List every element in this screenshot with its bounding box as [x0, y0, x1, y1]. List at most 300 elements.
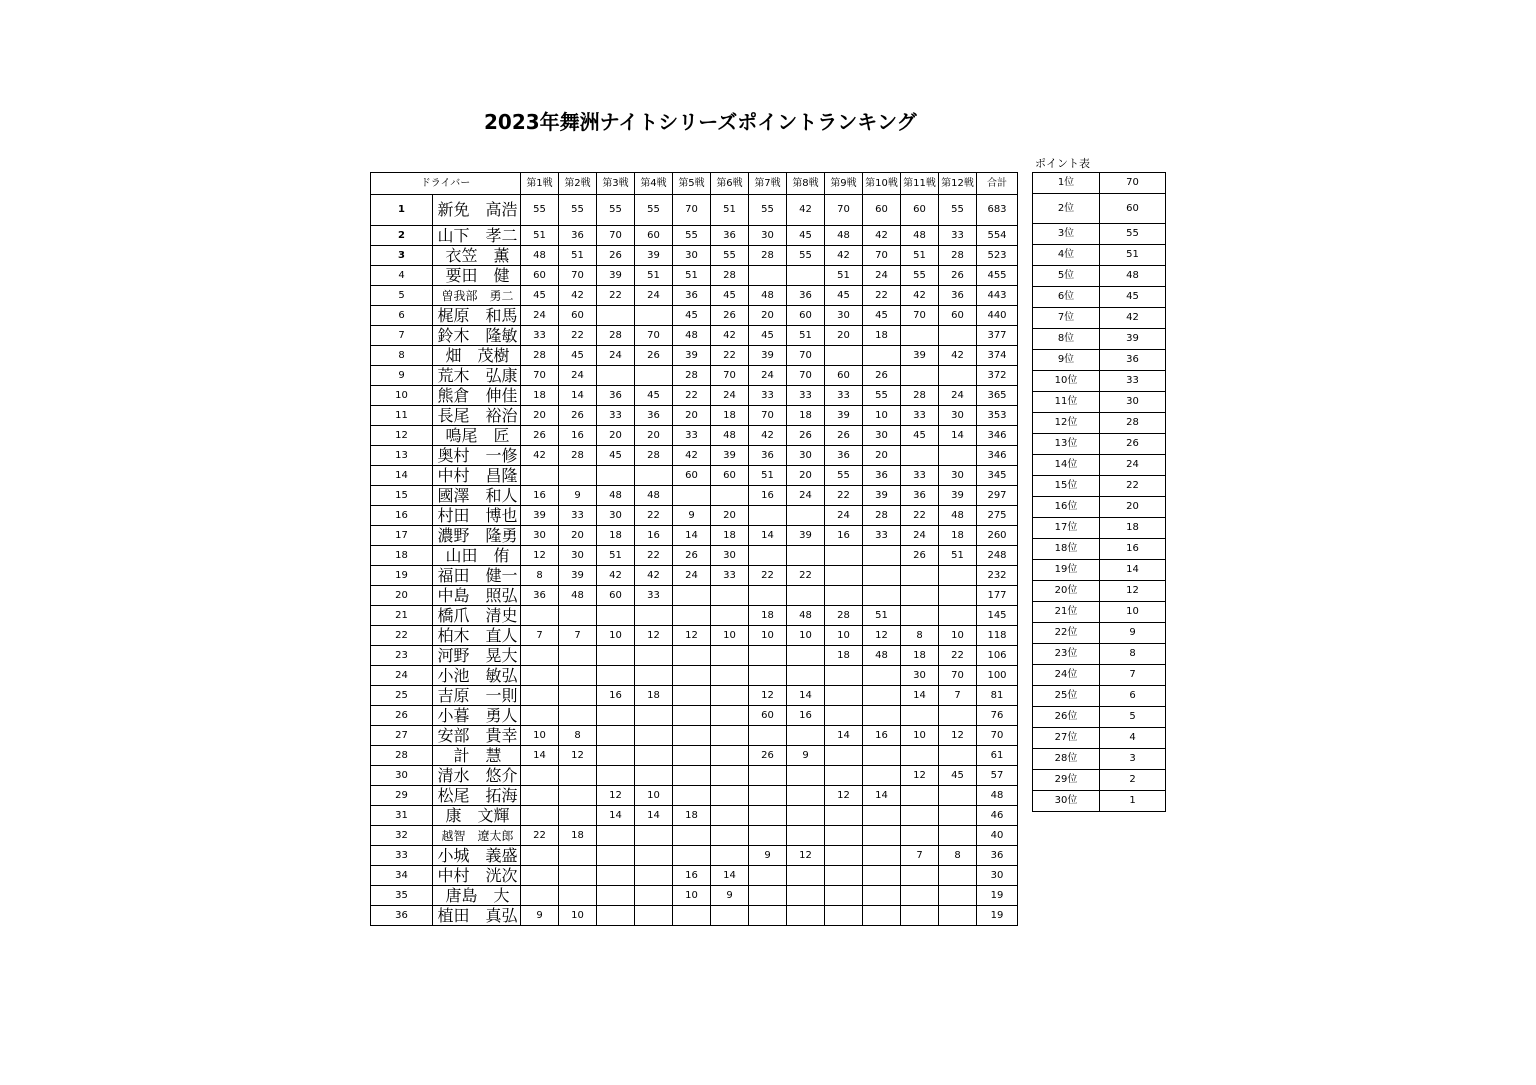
- rank-cell: 34: [371, 866, 433, 886]
- points-row: [1033, 770, 1166, 791]
- table-row: [371, 906, 1018, 926]
- race-points-cell: [521, 666, 559, 686]
- race-points-cell: 16: [863, 726, 901, 746]
- place-cell: 30位: [1033, 791, 1100, 812]
- race-points-cell: 42: [673, 446, 711, 466]
- race-points-cell: 10: [635, 786, 673, 806]
- race-points-cell: 16: [559, 426, 597, 446]
- race-points-cell: [635, 766, 673, 786]
- total-cell: 19: [977, 906, 1018, 926]
- table-row: [371, 626, 1018, 646]
- total-cell: 346: [977, 426, 1018, 446]
- race-points-cell: 36: [711, 226, 749, 246]
- race-points-cell: 14: [559, 386, 597, 406]
- table-row: [371, 786, 1018, 806]
- points-value-cell: 60: [1100, 194, 1166, 224]
- rank-cell: 33: [371, 846, 433, 866]
- race-points-cell: [787, 666, 825, 686]
- race-points-cell: 36: [939, 286, 977, 306]
- race-points-cell: [521, 686, 559, 706]
- race-points-cell: [787, 786, 825, 806]
- race-points-cell: 30: [863, 426, 901, 446]
- race-points-cell: [673, 606, 711, 626]
- race-points-cell: [597, 866, 635, 886]
- race-points-cell: 22: [635, 506, 673, 526]
- driver-name-cell: 柏木 直人: [433, 626, 521, 646]
- race-points-cell: 8: [939, 846, 977, 866]
- race-points-cell: 28: [673, 366, 711, 386]
- race-points-cell: 26: [749, 746, 787, 766]
- place-cell: 13位: [1033, 434, 1100, 455]
- race-points-cell: 24: [559, 366, 597, 386]
- race-points-cell: 18: [597, 526, 635, 546]
- race-points-cell: 42: [635, 566, 673, 586]
- race-points-cell: [521, 706, 559, 726]
- place-cell: 21位: [1033, 602, 1100, 623]
- rank-cell: 11: [371, 406, 433, 426]
- race-points-cell: 22: [673, 386, 711, 406]
- race-points-cell: [863, 866, 901, 886]
- race-points-cell: [863, 686, 901, 706]
- race-points-cell: 14: [673, 526, 711, 546]
- race-points-cell: [559, 766, 597, 786]
- rank-cell: 8: [371, 346, 433, 366]
- race-points-cell: [635, 886, 673, 906]
- race-points-cell: 14: [711, 866, 749, 886]
- race-points-cell: 33: [559, 506, 597, 526]
- race-points-cell: [863, 826, 901, 846]
- points-row: [1033, 686, 1166, 707]
- race-points-cell: 51: [825, 266, 863, 286]
- table-row: [371, 526, 1018, 546]
- rank-cell: 10: [371, 386, 433, 406]
- race-points-cell: [597, 846, 635, 866]
- race-points-cell: 10: [559, 906, 597, 926]
- race-points-cell: 20: [711, 506, 749, 526]
- race-points-cell: 20: [521, 406, 559, 426]
- race-points-cell: 70: [559, 266, 597, 286]
- race-points-cell: 9: [673, 506, 711, 526]
- race-points-cell: 24: [863, 266, 901, 286]
- place-cell: 18位: [1033, 539, 1100, 560]
- race-points-cell: [863, 746, 901, 766]
- race-points-cell: 18: [749, 606, 787, 626]
- race-points-cell: [673, 906, 711, 926]
- race-points-cell: 16: [787, 706, 825, 726]
- race-points-cell: 33: [901, 466, 939, 486]
- race-points-cell: 30: [521, 526, 559, 546]
- race-points-cell: 28: [597, 326, 635, 346]
- race-points-cell: 33: [673, 426, 711, 446]
- race-points-cell: [939, 746, 977, 766]
- race-points-cell: 39: [749, 346, 787, 366]
- race-points-cell: [825, 586, 863, 606]
- race-points-cell: [673, 826, 711, 846]
- race-points-cell: [711, 606, 749, 626]
- race-points-cell: [825, 746, 863, 766]
- race-points-cell: 12: [673, 626, 711, 646]
- race-points-cell: 48: [635, 486, 673, 506]
- race-points-cell: 51: [635, 266, 673, 286]
- total-cell: 346: [977, 446, 1018, 466]
- total-cell: 30: [977, 866, 1018, 886]
- race-points-cell: [749, 866, 787, 886]
- header-race-5: 第5戦: [673, 173, 711, 195]
- race-points-cell: 45: [635, 386, 673, 406]
- header-race-6: 第6戦: [711, 173, 749, 195]
- race-points-cell: 60: [673, 466, 711, 486]
- driver-name-cell: 河野 晃大: [433, 646, 521, 666]
- place-cell: 27位: [1033, 728, 1100, 749]
- race-points-cell: 45: [521, 286, 559, 306]
- race-points-cell: [901, 806, 939, 826]
- rank-cell: 4: [371, 266, 433, 286]
- race-points-cell: [711, 906, 749, 926]
- driver-name-cell: 要田 健: [433, 266, 521, 286]
- race-points-cell: 51: [863, 606, 901, 626]
- race-points-cell: [863, 766, 901, 786]
- race-points-cell: 24: [939, 386, 977, 406]
- race-points-cell: 48: [939, 506, 977, 526]
- race-points-cell: [863, 706, 901, 726]
- race-points-cell: [597, 666, 635, 686]
- race-points-cell: 42: [559, 286, 597, 306]
- race-points-cell: 10: [787, 626, 825, 646]
- race-points-cell: 48: [711, 426, 749, 446]
- table-row: [371, 546, 1018, 566]
- race-points-cell: [711, 806, 749, 826]
- rank-cell: 21: [371, 606, 433, 626]
- points-row: [1033, 476, 1166, 497]
- points-row: [1033, 413, 1166, 434]
- points-value-cell: 18: [1100, 518, 1166, 539]
- points-value-cell: 28: [1100, 413, 1166, 434]
- driver-name-cell: 橋爪 清史: [433, 606, 521, 626]
- total-cell: 232: [977, 566, 1018, 586]
- rank-cell: 7: [371, 326, 433, 346]
- race-points-cell: [749, 906, 787, 926]
- race-points-cell: [787, 586, 825, 606]
- race-points-cell: 70: [635, 326, 673, 346]
- points-row: [1033, 392, 1166, 413]
- race-points-cell: 55: [863, 386, 901, 406]
- race-points-cell: [939, 326, 977, 346]
- place-cell: 22位: [1033, 623, 1100, 644]
- header-total: 合計: [977, 173, 1018, 195]
- race-points-cell: [863, 886, 901, 906]
- driver-name-cell: 安部 貴幸: [433, 726, 521, 746]
- race-points-cell: 39: [635, 246, 673, 266]
- race-points-cell: 70: [939, 666, 977, 686]
- header-race-12: 第12戦: [939, 173, 977, 195]
- place-cell: 23位: [1033, 644, 1100, 665]
- race-points-cell: [901, 866, 939, 886]
- points-row: [1033, 602, 1166, 623]
- race-points-cell: 18: [825, 646, 863, 666]
- table-row: [371, 566, 1018, 586]
- rank-cell: 13: [371, 446, 433, 466]
- rank-cell: 17: [371, 526, 433, 546]
- race-points-cell: [559, 706, 597, 726]
- race-points-cell: 20: [673, 406, 711, 426]
- race-points-cell: 60: [749, 706, 787, 726]
- race-points-cell: 39: [673, 346, 711, 366]
- race-points-cell: 28: [711, 266, 749, 286]
- rank-cell: 32: [371, 826, 433, 846]
- race-points-cell: 26: [901, 546, 939, 566]
- race-points-cell: [597, 826, 635, 846]
- race-points-cell: 9: [749, 846, 787, 866]
- rank-cell: 19: [371, 566, 433, 586]
- race-points-cell: [825, 806, 863, 826]
- race-points-cell: [825, 846, 863, 866]
- race-points-cell: 70: [787, 346, 825, 366]
- race-points-cell: 42: [901, 286, 939, 306]
- race-points-cell: [787, 646, 825, 666]
- race-points-cell: [749, 666, 787, 686]
- table-row: [371, 226, 1018, 246]
- points-row: [1033, 518, 1166, 539]
- table-row: [371, 386, 1018, 406]
- race-points-cell: [939, 866, 977, 886]
- total-cell: 61: [977, 746, 1018, 766]
- race-points-cell: [635, 906, 673, 926]
- race-points-cell: 48: [787, 606, 825, 626]
- driver-name-cell: 越智 遼太郎: [433, 826, 521, 846]
- table-row: [371, 446, 1018, 466]
- total-cell: 554: [977, 226, 1018, 246]
- race-points-cell: 24: [749, 366, 787, 386]
- rank-cell: 20: [371, 586, 433, 606]
- total-cell: 248: [977, 546, 1018, 566]
- race-points-cell: 30: [673, 246, 711, 266]
- table-row: [371, 486, 1018, 506]
- rank-cell: 2: [371, 226, 433, 246]
- total-cell: 40: [977, 826, 1018, 846]
- race-points-cell: 16: [635, 526, 673, 546]
- rank-cell: 36: [371, 906, 433, 926]
- points-value-cell: 6: [1100, 686, 1166, 707]
- race-points-cell: 70: [863, 246, 901, 266]
- race-points-cell: [597, 706, 635, 726]
- place-cell: 17位: [1033, 518, 1100, 539]
- race-points-cell: 51: [749, 466, 787, 486]
- total-cell: 70: [977, 726, 1018, 746]
- race-points-cell: 16: [825, 526, 863, 546]
- race-points-cell: 33: [711, 566, 749, 586]
- race-points-cell: 51: [939, 546, 977, 566]
- rank-cell: 28: [371, 746, 433, 766]
- place-cell: 3位: [1033, 224, 1100, 245]
- race-points-cell: 24: [673, 566, 711, 586]
- table-row: [371, 606, 1018, 626]
- rank-cell: 6: [371, 306, 433, 326]
- points-row: [1033, 245, 1166, 266]
- header-race-11: 第11戦: [901, 173, 939, 195]
- race-points-cell: [901, 706, 939, 726]
- race-points-cell: [711, 706, 749, 726]
- rank-cell: 29: [371, 786, 433, 806]
- place-cell: 1位: [1033, 173, 1100, 194]
- race-points-cell: [635, 366, 673, 386]
- race-points-cell: 36: [863, 466, 901, 486]
- race-points-cell: 70: [901, 306, 939, 326]
- race-points-cell: 8: [521, 566, 559, 586]
- race-points-cell: [863, 566, 901, 586]
- race-points-cell: [597, 766, 635, 786]
- points-value-cell: 70: [1100, 173, 1166, 194]
- header-driver: ドライバー: [371, 173, 521, 195]
- race-points-cell: 48: [559, 586, 597, 606]
- race-points-cell: 45: [825, 286, 863, 306]
- table-row: [371, 306, 1018, 326]
- race-points-cell: 22: [597, 286, 635, 306]
- race-points-cell: [521, 606, 559, 626]
- race-points-cell: 22: [787, 566, 825, 586]
- race-points-cell: [673, 706, 711, 726]
- header-race-7: 第7戦: [749, 173, 787, 195]
- race-points-cell: 70: [521, 366, 559, 386]
- race-points-cell: [673, 786, 711, 806]
- driver-name-cell: 奥村 一修: [433, 446, 521, 466]
- race-points-cell: 45: [711, 286, 749, 306]
- points-row: [1033, 194, 1166, 224]
- points-value-cell: 24: [1100, 455, 1166, 476]
- race-points-cell: 24: [825, 506, 863, 526]
- points-row: [1033, 371, 1166, 392]
- race-points-cell: [825, 826, 863, 846]
- race-points-cell: 26: [787, 426, 825, 446]
- total-cell: 345: [977, 466, 1018, 486]
- race-points-cell: 51: [597, 546, 635, 566]
- total-cell: 76: [977, 706, 1018, 726]
- rank-cell: 31: [371, 806, 433, 826]
- race-points-cell: [597, 366, 635, 386]
- race-points-cell: [825, 706, 863, 726]
- place-cell: 29位: [1033, 770, 1100, 791]
- race-points-cell: [787, 866, 825, 886]
- table-row: [371, 746, 1018, 766]
- race-points-cell: [711, 786, 749, 806]
- points-row: [1033, 308, 1166, 329]
- race-points-cell: 36: [559, 226, 597, 246]
- race-points-cell: 48: [901, 226, 939, 246]
- total-cell: 523: [977, 246, 1018, 266]
- race-points-cell: [635, 666, 673, 686]
- race-points-cell: 18: [635, 686, 673, 706]
- race-points-cell: [711, 746, 749, 766]
- points-value-cell: 1: [1100, 791, 1166, 812]
- points-row: [1033, 329, 1166, 350]
- race-points-cell: 14: [787, 686, 825, 706]
- points-table-caption: ポイント表: [1035, 157, 1090, 170]
- driver-name-cell: 衣笠 薫: [433, 246, 521, 266]
- driver-name-cell: 山下 孝二: [433, 226, 521, 246]
- race-points-cell: 30: [787, 446, 825, 466]
- total-cell: 374: [977, 346, 1018, 366]
- race-points-cell: 20: [787, 466, 825, 486]
- driver-name-cell: 畑 茂樹: [433, 346, 521, 366]
- table-row: [371, 706, 1018, 726]
- table-row: [371, 686, 1018, 706]
- table-row: [371, 646, 1018, 666]
- race-points-cell: [521, 646, 559, 666]
- race-points-cell: 26: [825, 426, 863, 446]
- place-cell: 28位: [1033, 749, 1100, 770]
- rank-cell: 1: [371, 195, 433, 226]
- rank-cell: 18: [371, 546, 433, 566]
- race-points-cell: 39: [825, 406, 863, 426]
- race-points-cell: [635, 706, 673, 726]
- race-points-cell: 26: [939, 266, 977, 286]
- race-points-cell: [939, 606, 977, 626]
- race-points-cell: 10: [901, 726, 939, 746]
- points-row: [1033, 266, 1166, 287]
- table-row: [371, 506, 1018, 526]
- race-points-cell: [597, 606, 635, 626]
- race-points-cell: 39: [521, 506, 559, 526]
- points-row: [1033, 623, 1166, 644]
- race-points-cell: [673, 726, 711, 746]
- race-points-cell: [939, 826, 977, 846]
- race-points-cell: [749, 786, 787, 806]
- race-points-cell: 60: [559, 306, 597, 326]
- race-points-cell: [635, 846, 673, 866]
- points-row: [1033, 707, 1166, 728]
- place-cell: 9位: [1033, 350, 1100, 371]
- race-points-cell: 30: [939, 406, 977, 426]
- race-points-cell: 28: [825, 606, 863, 626]
- race-points-cell: 45: [559, 346, 597, 366]
- points-value-cell: 7: [1100, 665, 1166, 686]
- race-points-cell: 14: [521, 746, 559, 766]
- race-points-cell: [863, 846, 901, 866]
- race-points-cell: [711, 646, 749, 666]
- points-row: [1033, 455, 1166, 476]
- race-points-cell: 55: [825, 466, 863, 486]
- race-points-cell: 28: [749, 246, 787, 266]
- total-cell: 36: [977, 846, 1018, 866]
- race-points-cell: [673, 666, 711, 686]
- driver-name-cell: 小池 敏弘: [433, 666, 521, 686]
- race-points-cell: 24: [711, 386, 749, 406]
- points-value-cell: 16: [1100, 539, 1166, 560]
- driver-name-cell: 福田 健一: [433, 566, 521, 586]
- race-points-cell: 51: [673, 266, 711, 286]
- race-points-cell: [825, 766, 863, 786]
- place-cell: 12位: [1033, 413, 1100, 434]
- race-points-cell: [673, 586, 711, 606]
- race-points-cell: [521, 786, 559, 806]
- driver-name-cell: 鳴尾 匠: [433, 426, 521, 446]
- total-cell: 46: [977, 806, 1018, 826]
- race-points-cell: [559, 846, 597, 866]
- race-points-cell: [901, 906, 939, 926]
- race-points-cell: 9: [711, 886, 749, 906]
- race-points-cell: 30: [559, 546, 597, 566]
- driver-name-cell: 長尾 裕治: [433, 406, 521, 426]
- race-points-cell: 24: [521, 306, 559, 326]
- driver-name-cell: 新免 高浩: [433, 195, 521, 226]
- race-points-cell: 22: [711, 346, 749, 366]
- race-points-cell: 20: [749, 306, 787, 326]
- points-row: [1033, 173, 1166, 194]
- race-points-cell: [825, 546, 863, 566]
- race-points-cell: 22: [825, 486, 863, 506]
- race-points-cell: 33: [825, 386, 863, 406]
- points-value-cell: 36: [1100, 350, 1166, 371]
- total-cell: 372: [977, 366, 1018, 386]
